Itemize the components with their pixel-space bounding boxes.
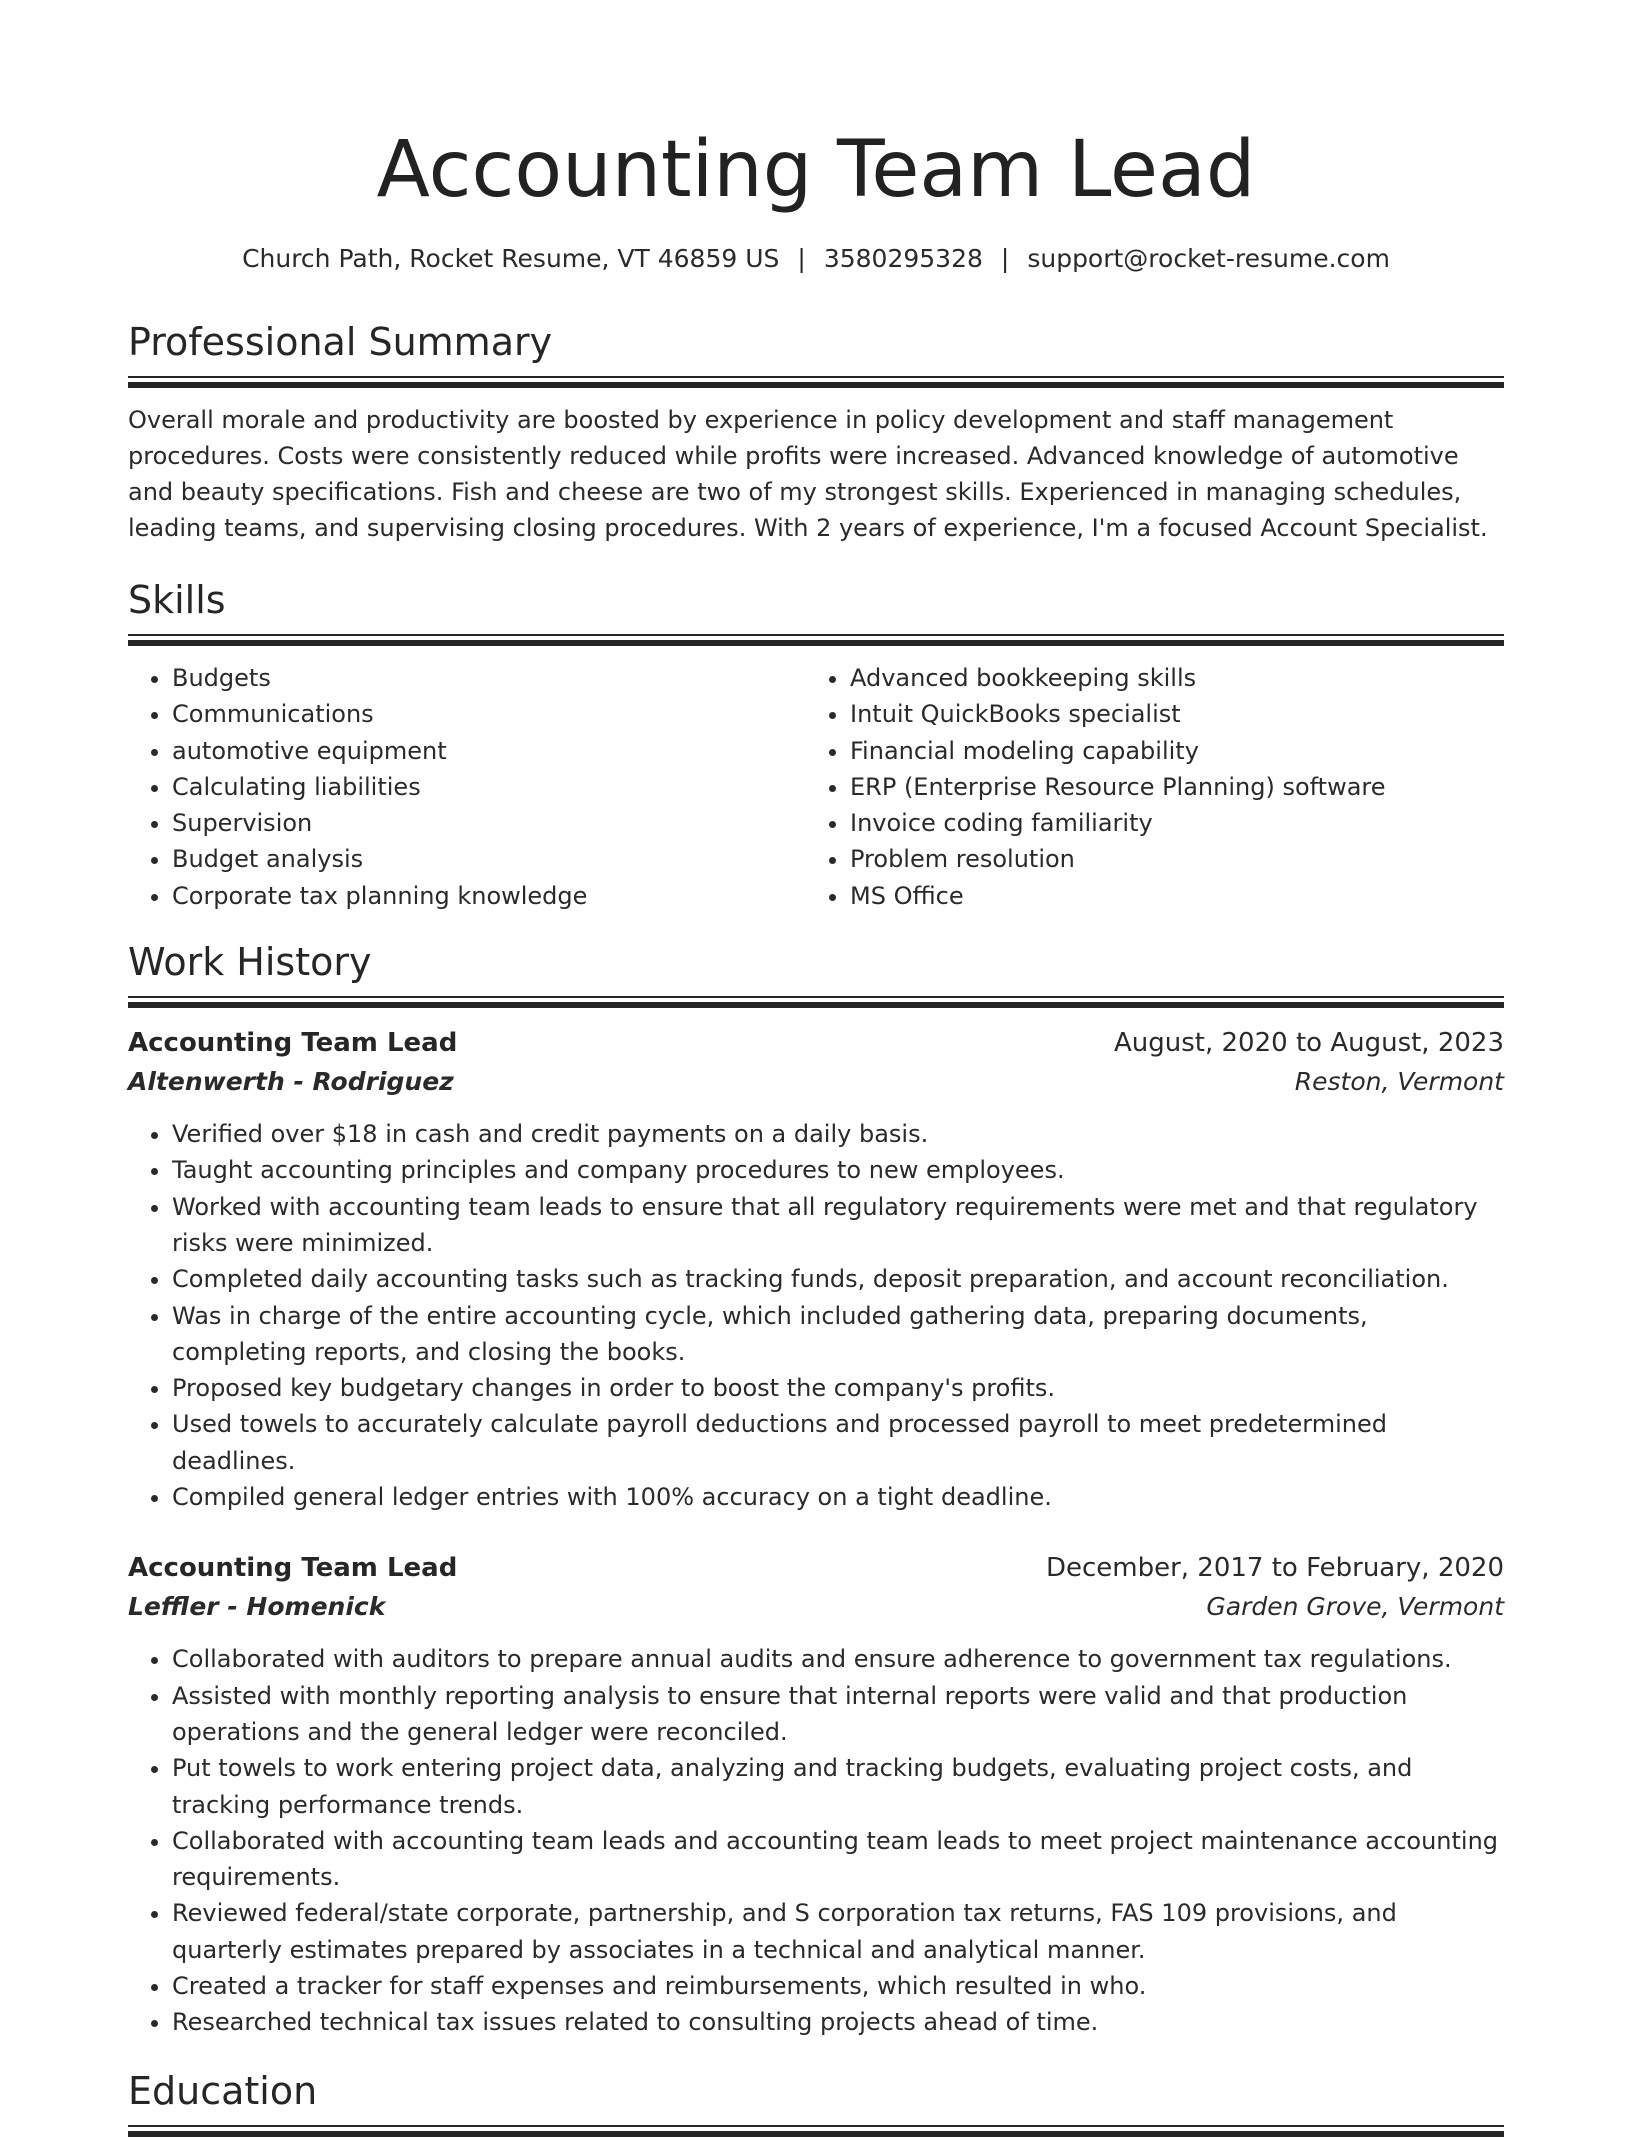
contact-line [128, 242, 1504, 276]
section-divider [128, 2125, 1504, 2137]
skill-item: • Budget analysis [172, 841, 806, 877]
job-entry [128, 1024, 1504, 1515]
job-subheader [128, 1587, 1504, 1627]
skill-item: • MS Office [850, 878, 1484, 914]
summary-section [128, 318, 1504, 546]
job-title: Accounting Team Lead [128, 1028, 458, 1059]
skills-section [128, 576, 1504, 914]
job-bullet: • Used towels to accurately calculate payroll deductions and processed payroll to meet predetermined deadlines. [172, 1406, 1504, 1479]
job-bullet: • Taught accounting principles and company procedures to new employees. [172, 1152, 1504, 1188]
resume-name: Accounting Team Lead [376, 125, 1256, 215]
job-bullet: • Collaborated with auditors to prepare annual audits and ensure adherence to government tax regulations. [172, 1641, 1504, 1677]
job-bullet: • Assisted with monthly reporting analysis to ensure that internal reports were valid and that production operations and the general ledger were reconciled. [172, 1678, 1504, 1751]
job-bullet: • Collaborated with accounting team leads and accounting team leads to meet project maintenance accounting requirements. [172, 1823, 1504, 1896]
contact-phone: 3580295328 [823, 244, 983, 273]
section-divider [128, 634, 1504, 646]
section-title-skills: Skills [128, 578, 226, 622]
skill-item: • Corporate tax planning knowledge [172, 878, 806, 914]
section-title-work-history: Work History [128, 940, 372, 985]
skills-columns [128, 660, 1504, 914]
contact-separator: | [797, 244, 806, 273]
work-history-section [128, 938, 1504, 2041]
contact-address: Church Path, Rocket Resume, VT 46859 US [242, 244, 780, 273]
job-dates: August, 2020 to August, 2023 [1114, 1028, 1504, 1059]
job-entry [128, 1549, 1504, 2040]
skill-item: • Advanced bookkeeping skills [850, 660, 1484, 696]
job-bullet: • Was in charge of the entire accounting cycle, which included gathering data, preparing documents, completing reports, and closing the books. [172, 1298, 1504, 1371]
job-location: Reston, Vermont [1294, 1067, 1504, 1097]
job-bullet: • Worked with accounting team leads to ensure that all regulatory requirements were met and that regulatory risks were minimized. [172, 1189, 1504, 1262]
job-bullet: • Researched technical tax issues related to consulting projects ahead of time. [172, 2004, 1504, 2040]
skill-item: • Communications [172, 696, 806, 732]
job-bullet: • Compiled general ledger entries with 100% accuracy on a tight deadline. [172, 1479, 1504, 1515]
section-divider [128, 996, 1504, 1008]
job-bullets [128, 1641, 1504, 2040]
skill-item: • Calculating liabilities [172, 769, 806, 805]
job-bullets [128, 1116, 1504, 1515]
job-bullet: • Completed daily accounting tasks such as tracking funds, deposit preparation, and account reconciliation. [172, 1261, 1504, 1297]
skill-item: • Budgets [172, 660, 806, 696]
contact-email: support@rocket-resume.com [1027, 244, 1390, 273]
job-company: Leffler - Homenick [128, 1592, 386, 1622]
job-bullet: • Verified over $18 in cash and credit payments on a daily basis. [172, 1116, 1504, 1152]
job-dates: December, 2017 to February, 2020 [1045, 1553, 1504, 1584]
resume-page [128, 0, 1504, 2137]
job-company: Altenwerth - Rodriguez [128, 1067, 454, 1097]
job-bullet: • Proposed key budgetary changes in order to boost the company's profits. [172, 1370, 1504, 1406]
skill-item: • automotive equipment [172, 733, 806, 769]
job-subheader [128, 1062, 1504, 1102]
job-bullet: • Created a tracker for staff expenses and reimbursements, which resulted in who. [172, 1968, 1504, 2004]
section-title-education: Education [128, 2068, 318, 2113]
section-title-summary: Professional Summary [128, 320, 553, 364]
skills-list-right [806, 660, 1484, 914]
skill-item: • Problem resolution [850, 841, 1484, 877]
job-header [128, 1024, 1504, 1062]
skills-list-left [128, 660, 806, 914]
skill-item: • ERP (Enterprise Resource Planning) software [850, 769, 1484, 805]
summary-text: Overall morale and productivity are boosted by experience in policy development and staff management procedures. Costs were consistently reduced while profits were increased. Advanced knowledge of automotive and beauty specifications. Fish and cheese are two of my strongest skills. Experienced in managing schedules, leading teams, and supervising closing procedures. With 2 years of experience, I'm a focused Account Specialist. [128, 406, 1488, 542]
skill-item: • Financial modeling capability [850, 733, 1484, 769]
skill-item: • Invoice coding familiarity [850, 805, 1484, 841]
contact-separator: | [1000, 244, 1010, 273]
job-location: Garden Grove, Vermont [1206, 1592, 1504, 1622]
job-title: Accounting Team Lead [128, 1553, 458, 1584]
education-section [128, 2067, 1504, 2137]
skill-item: • Intuit QuickBooks specialist [850, 696, 1484, 732]
job-bullet: • Put towels to work entering project data, analyzing and tracking budgets, evaluating project costs, and tracking performance trends. [172, 1750, 1504, 1823]
job-bullet: • Reviewed federal/state corporate, partnership, and S corporation tax returns, FAS 109 provisions, and quarterly estimates prepared by associates in a technical and analytical manner. [172, 1895, 1504, 1968]
skill-item: • Supervision [172, 805, 806, 841]
section-divider [128, 376, 1504, 388]
job-header [128, 1549, 1504, 1587]
